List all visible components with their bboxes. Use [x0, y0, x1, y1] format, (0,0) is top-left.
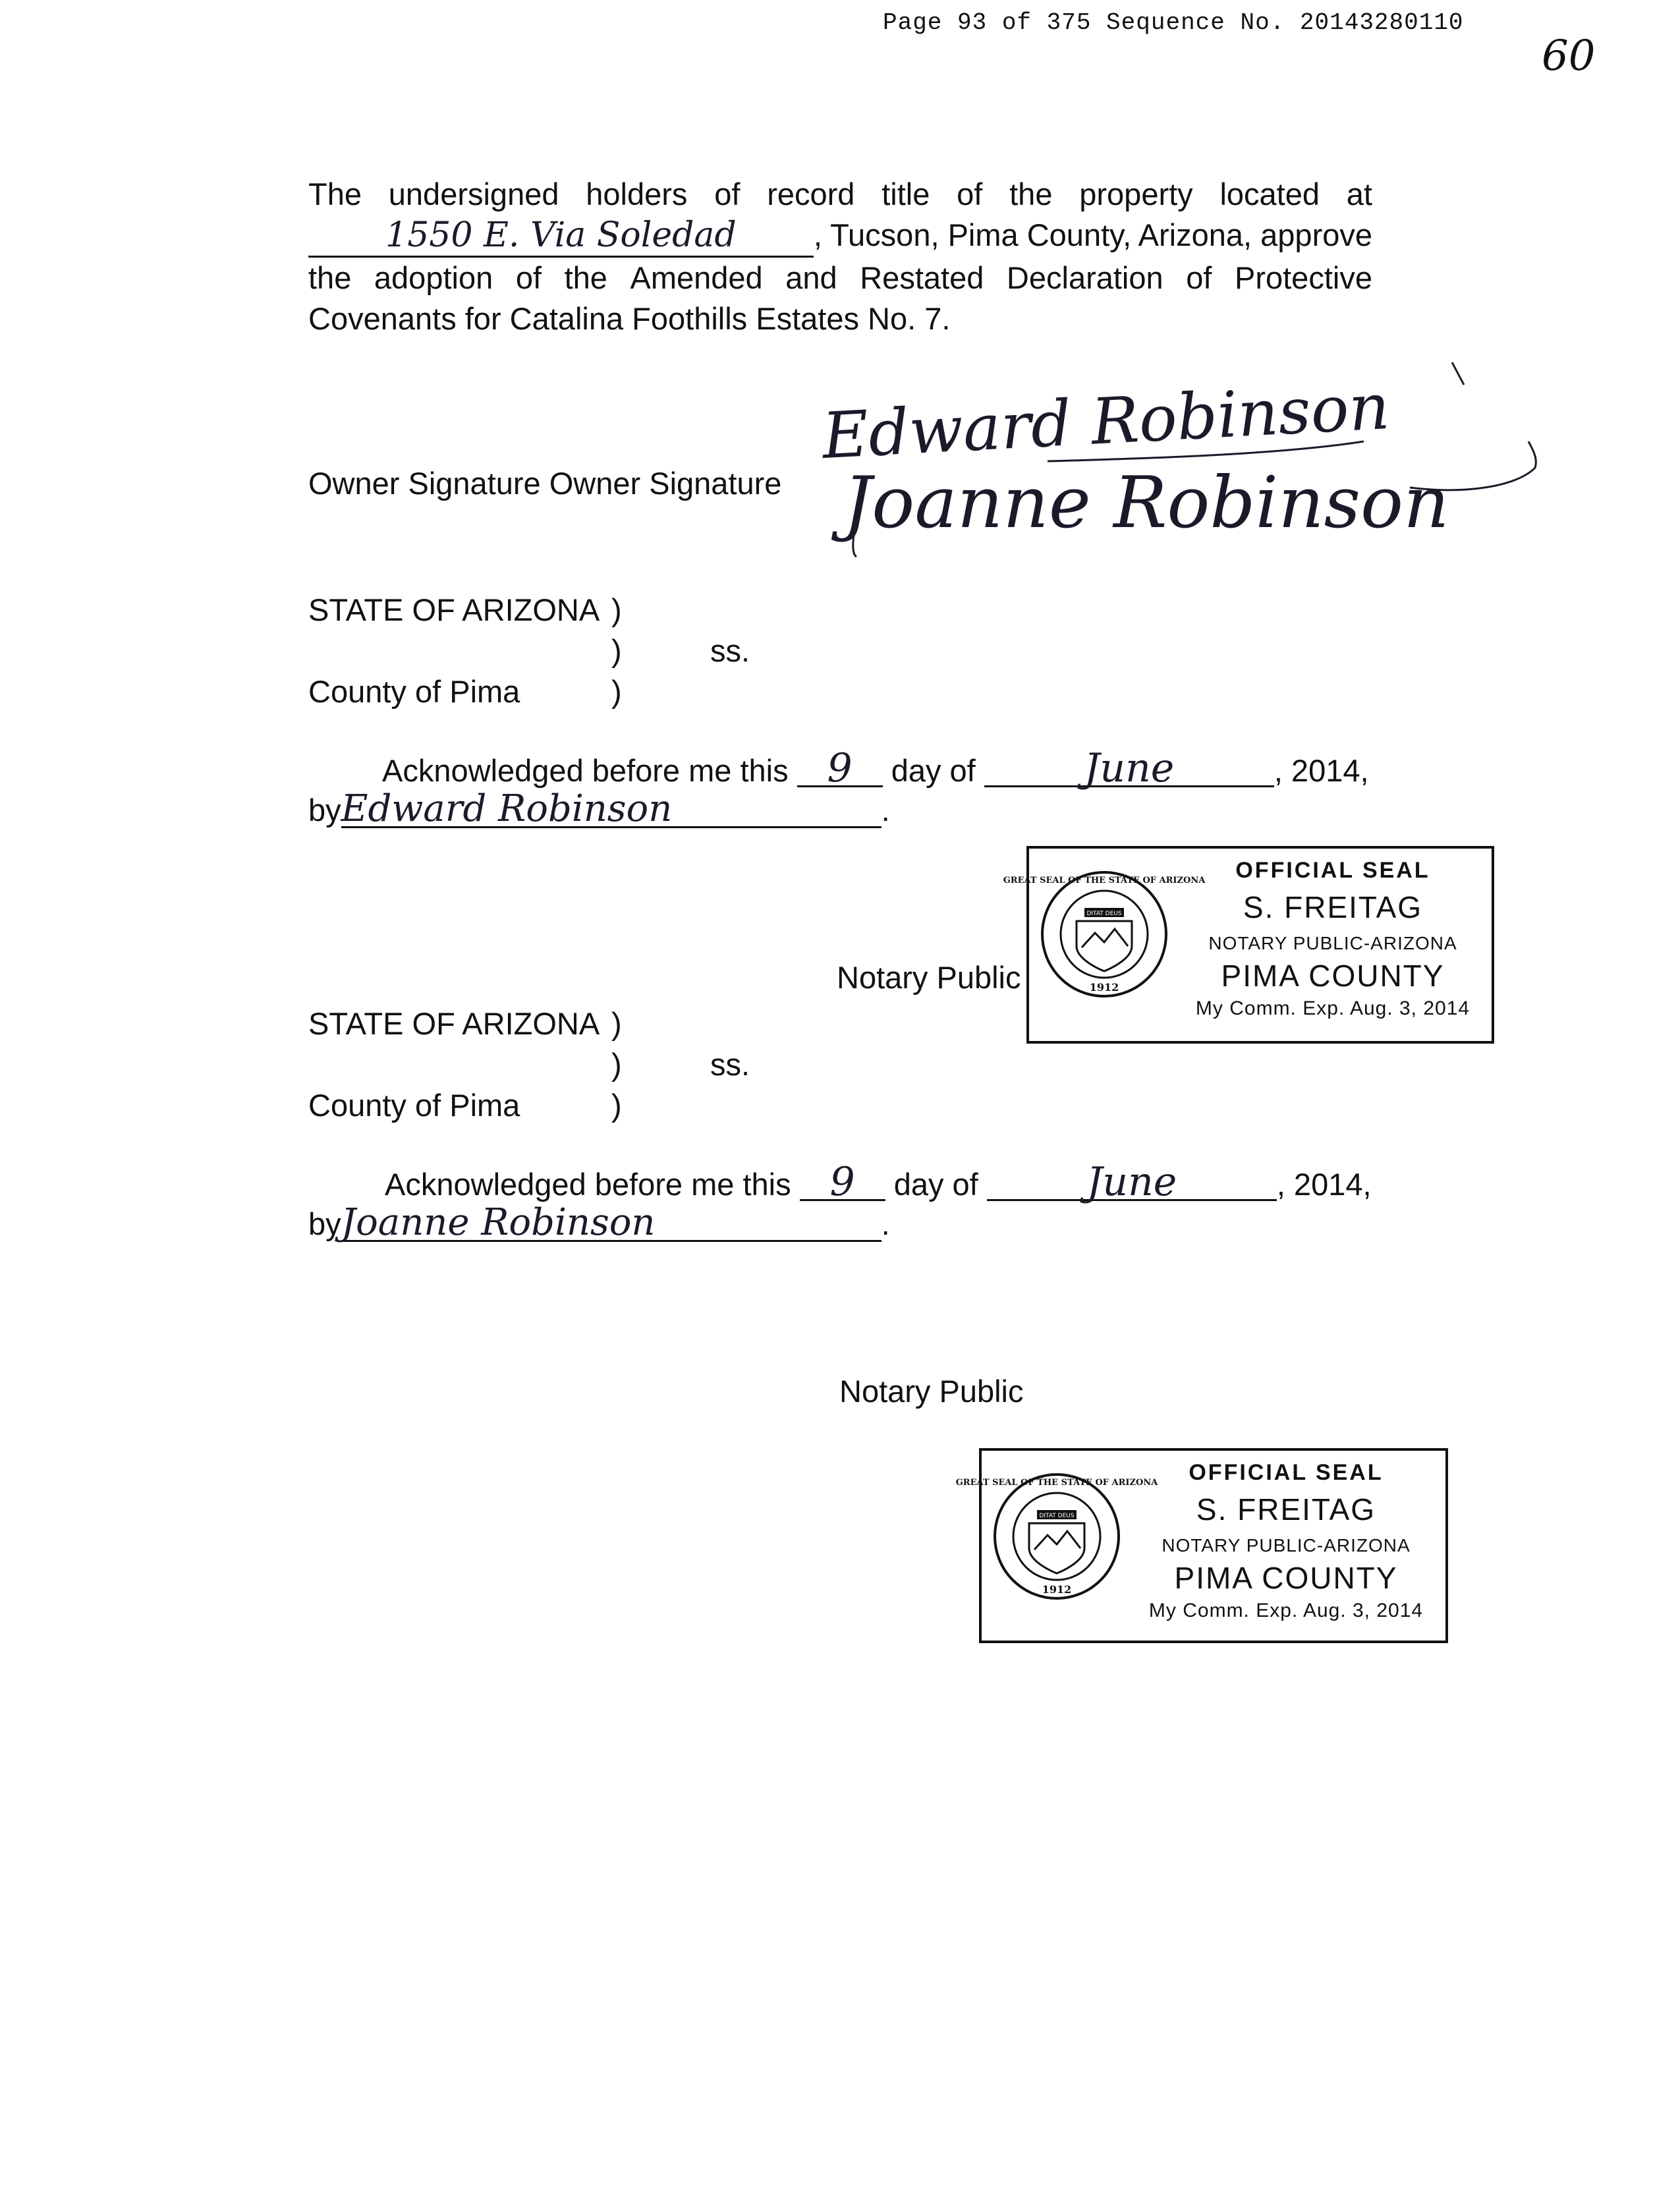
- word: Restated: [860, 260, 984, 295]
- approval-line-4: Covenants for Catalina Foothills Estates No. 7.: [308, 301, 951, 336]
- word: title: [882, 177, 930, 211]
- great-seal-emblem: [955, 1471, 1158, 1602]
- acknowledgment-2: [308, 1159, 1372, 1247]
- ss-label: ss.: [710, 633, 750, 668]
- official-notary-seal-2: [955, 1448, 1448, 1643]
- ack-day-of: day of: [891, 753, 976, 788]
- handwritten-page-number: 60: [1542, 32, 1596, 80]
- ack-prefix: Acknowledged before me this: [382, 753, 789, 788]
- owner-signatures: [817, 370, 1542, 560]
- seal-commission-expiry: My Comm. Exp. Aug. 3, 2014: [1195, 997, 1470, 1019]
- notary-public-label-2: Notary Public: [839, 1374, 1024, 1409]
- approval-paragraph: [308, 174, 1372, 339]
- word: the: [308, 260, 352, 295]
- approval-line-2: [308, 215, 1372, 258]
- page-sequence-header: Page 93 of 375 Sequence No. 20143280110: [883, 9, 1464, 36]
- word: the: [564, 260, 607, 295]
- handwritten-signatures-drawing: [817, 370, 1542, 560]
- ack-year: , 2014,: [1276, 1167, 1372, 1202]
- ack-name-field: Edward Robinson: [341, 792, 882, 828]
- seal-notary-name: S. FREITAG: [1243, 890, 1423, 924]
- word: Declaration: [1006, 260, 1163, 295]
- paren: ): [611, 1006, 622, 1041]
- ack-month-field: June: [984, 751, 1274, 787]
- word: of: [714, 177, 741, 211]
- word: Protective: [1234, 260, 1372, 295]
- seal-ring-text: GREAT SEAL OF THE STATE OF ARIZONA: [955, 1478, 1158, 1488]
- ack-name-field: Joanne Robinson: [341, 1206, 882, 1242]
- approval-line-1: [308, 174, 1372, 215]
- word: record: [767, 177, 855, 211]
- paren: ): [611, 1047, 622, 1082]
- notary-public-label-1: Notary Public: [837, 960, 1021, 995]
- signature-joanne: Joanne Robinson: [843, 462, 1449, 544]
- ack-day-field: 9: [800, 1165, 885, 1201]
- seal-motto: DITAT DEUS: [1039, 1513, 1075, 1519]
- ack-period: .: [881, 1206, 890, 1241]
- seal-county: PIMA COUNTY: [1221, 959, 1445, 993]
- word: of: [1186, 260, 1212, 295]
- word: undersigned: [388, 177, 559, 211]
- paren: ): [611, 674, 622, 709]
- ack-month-field: June: [987, 1165, 1277, 1201]
- ack-year: , 2014,: [1274, 753, 1369, 788]
- seal-year: 1912: [1089, 981, 1119, 994]
- ack-period: .: [881, 793, 890, 828]
- great-seal-emblem: [1003, 868, 1206, 1000]
- ack-by: by: [308, 793, 341, 828]
- seal-motto: DITAT DEUS: [1086, 911, 1122, 917]
- official-notary-seal-1: [1003, 846, 1494, 1044]
- seal-title: OFFICIAL SEAL: [1189, 1460, 1384, 1485]
- property-address-field: 1550 E. Via Soledad: [308, 215, 814, 258]
- ack-by: by: [308, 1206, 341, 1241]
- word: located: [1219, 177, 1320, 211]
- paren: ): [611, 1088, 622, 1123]
- word: adoption: [374, 260, 493, 295]
- address-continuation: , Tucson, Pima County, Arizona, approve: [813, 217, 1372, 252]
- seal-commission-expiry: My Comm. Exp. Aug. 3, 2014: [1148, 1600, 1424, 1621]
- word: and: [785, 260, 837, 295]
- seal-ring-text: GREAT SEAL OF THE STATE OF ARIZONA: [1003, 876, 1206, 885]
- ack-prefix: Acknowledged before me this: [385, 1167, 791, 1202]
- seal-county: PIMA COUNTY: [1174, 1561, 1398, 1595]
- ack-day-field: 9: [797, 751, 883, 787]
- word: the: [1009, 177, 1053, 211]
- signature-edward: Edward Robinson: [820, 370, 1391, 473]
- word: The: [308, 177, 362, 211]
- state-label: STATE OF ARIZONA: [308, 1006, 600, 1041]
- seal-year: 1912: [1042, 1583, 1072, 1596]
- seal-notary-name: S. FREITAG: [1196, 1492, 1376, 1527]
- owner-signature-label: Owner Signature Owner Signature: [308, 466, 782, 501]
- seal-notary-role: NOTARY PUBLIC-ARIZONA: [1208, 933, 1457, 953]
- ss-label: ss.: [710, 1047, 750, 1082]
- paren: ): [611, 633, 622, 668]
- word: of: [957, 177, 983, 211]
- acknowledgment-1: [308, 745, 1369, 833]
- state-label: STATE OF ARIZONA: [308, 592, 600, 627]
- seal-notary-role: NOTARY PUBLIC-ARIZONA: [1162, 1535, 1411, 1556]
- approval-line-3: [308, 258, 1372, 298]
- county-label: County of Pima: [308, 1088, 520, 1123]
- word: holders: [586, 177, 688, 211]
- seal-title: OFFICIAL SEAL: [1235, 858, 1430, 883]
- word: property: [1079, 177, 1193, 211]
- paren: ): [611, 592, 622, 627]
- county-label: County of Pima: [308, 674, 520, 709]
- word: Amended: [630, 260, 763, 295]
- word: at: [1346, 177, 1372, 211]
- ack-day-of: day of: [893, 1167, 978, 1202]
- stray-pen-mark: [1449, 361, 1469, 387]
- word: of: [515, 260, 542, 295]
